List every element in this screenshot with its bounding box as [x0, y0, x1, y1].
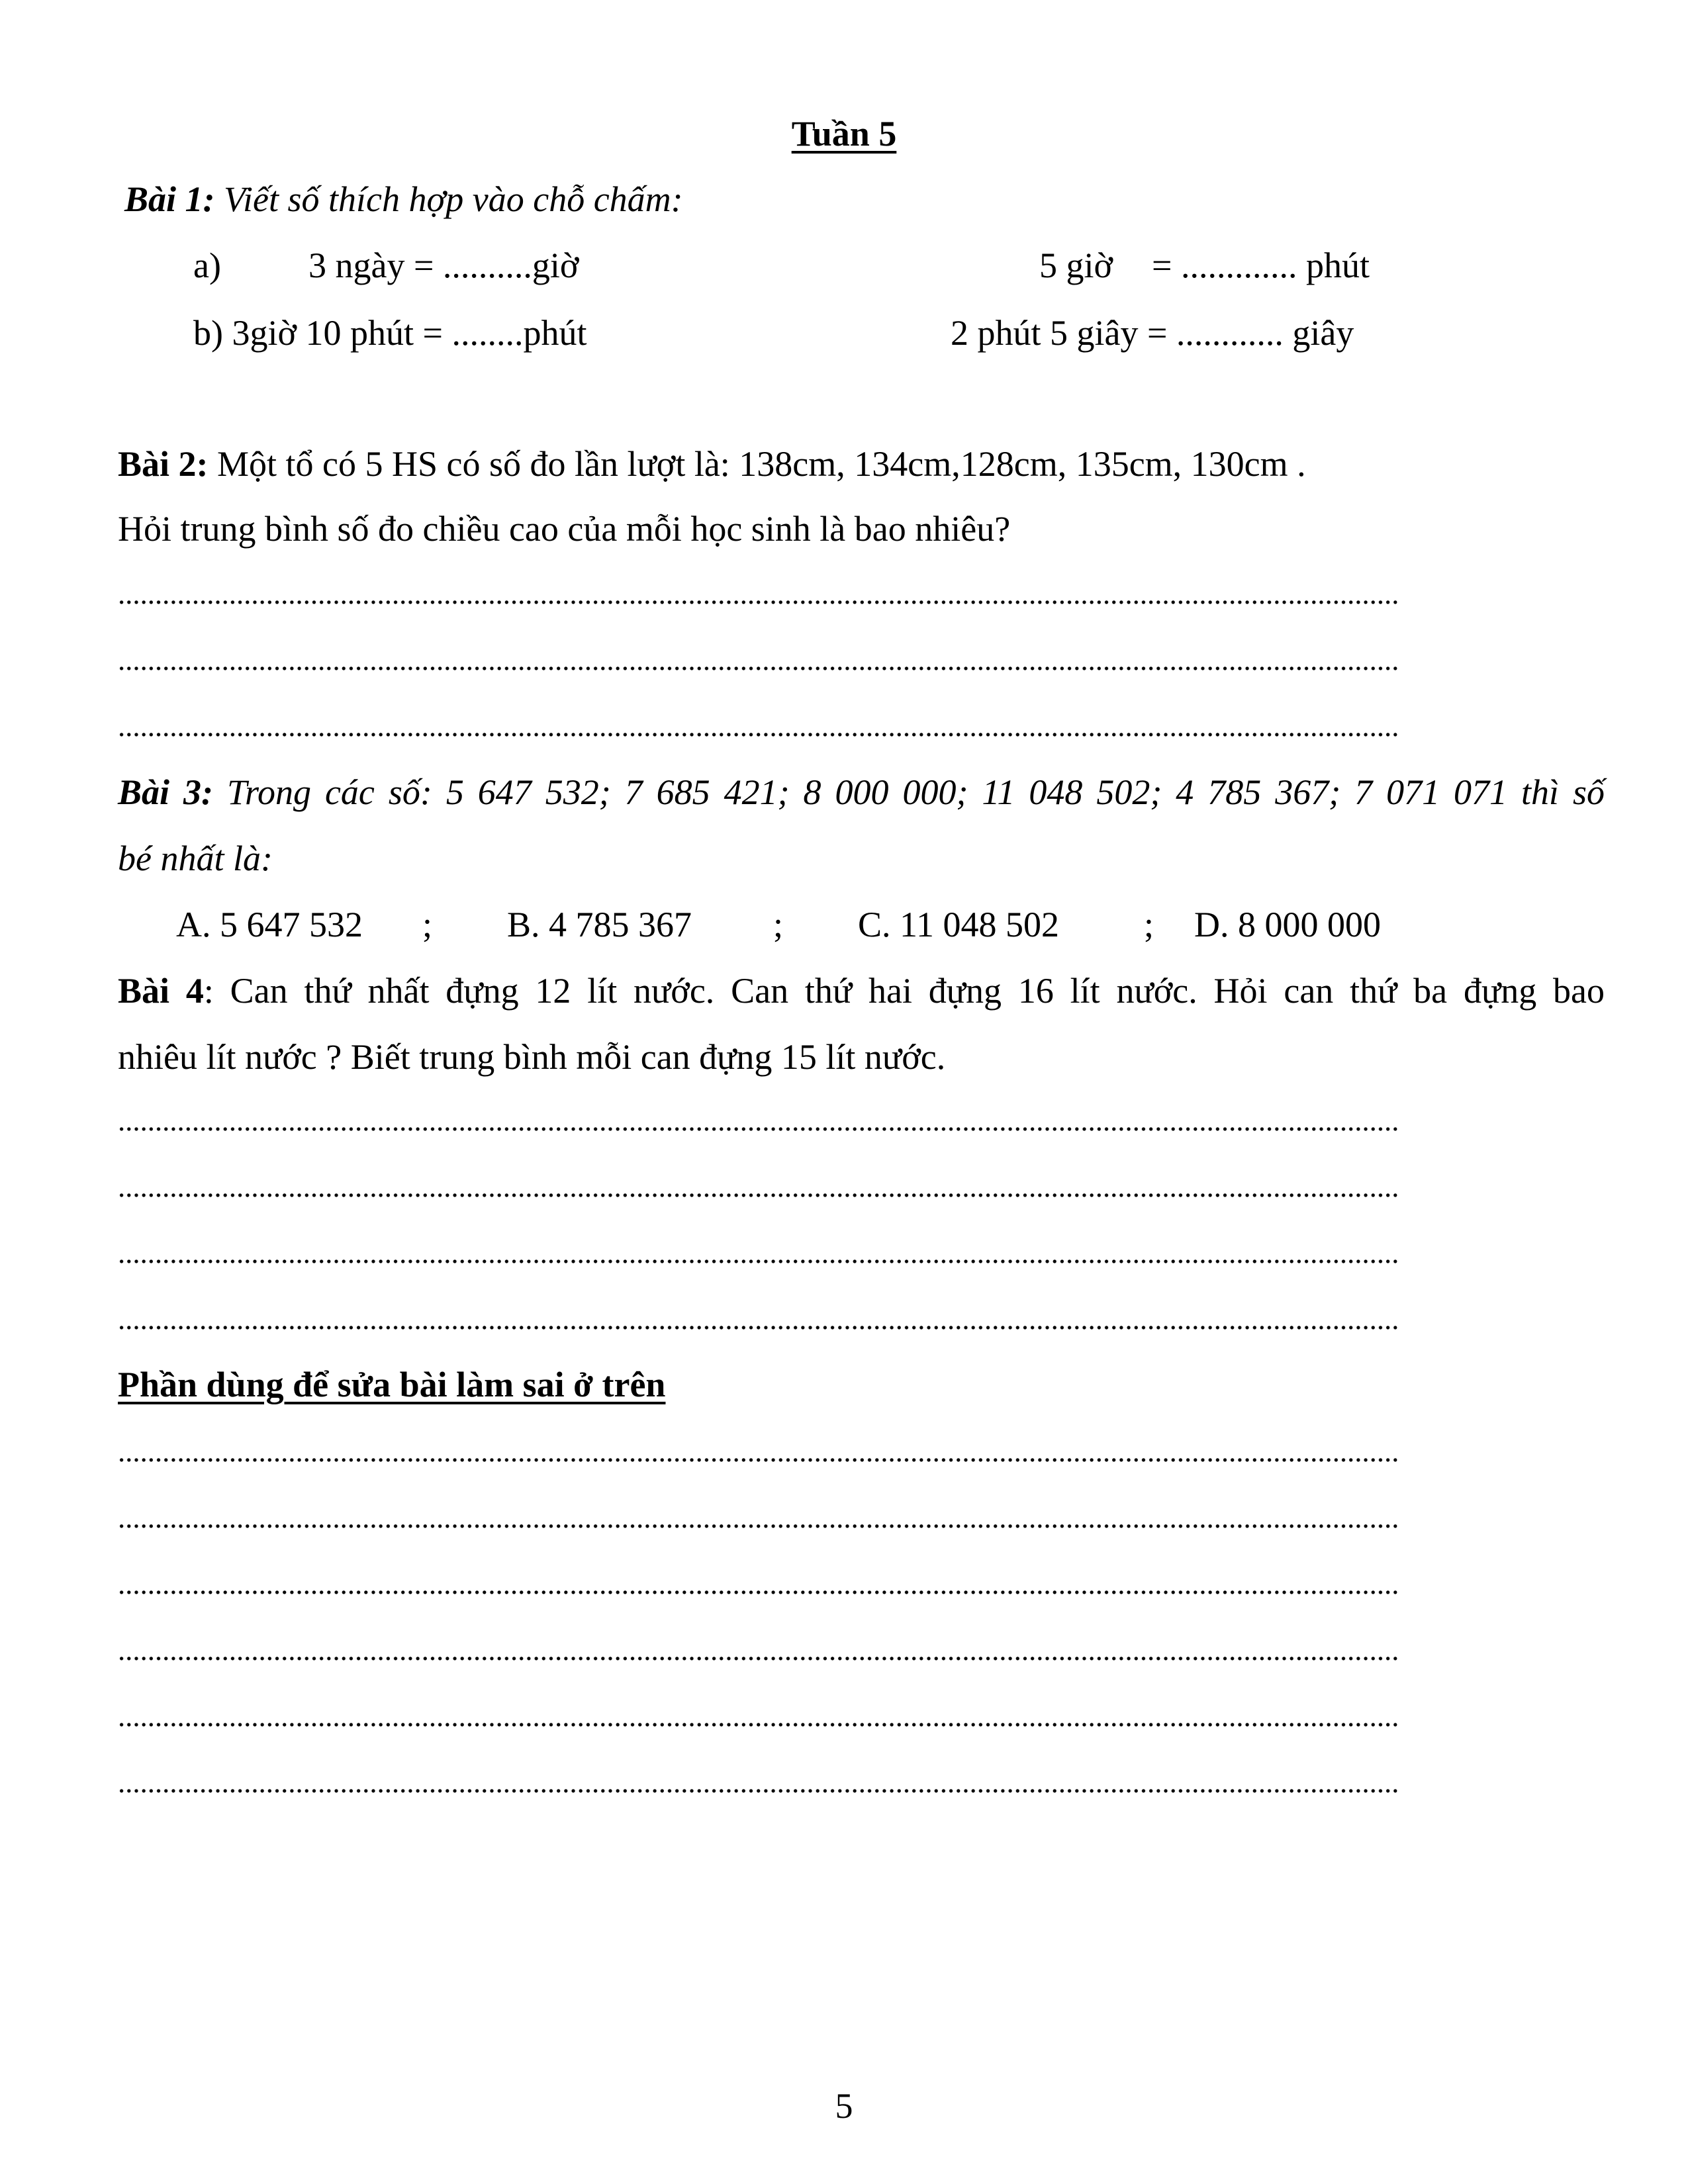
- answer-line[interactable]: [118, 598, 1399, 606]
- option-c[interactable]: C. 11 048 502: [858, 905, 1060, 944]
- exercise-2-text: Một tổ có 5 HS có số đo lần lượt là: 138cm, 134cm,128cm, 135cm, 130cm .: [217, 444, 1306, 484]
- correction-heading: Phần dùng để sửa bài làm sai ở trên: [118, 1365, 666, 1404]
- correction-line[interactable]: [118, 1655, 1399, 1662]
- exercise-3-label: Bài 3:: [118, 772, 213, 812]
- answer-line[interactable]: [118, 1125, 1399, 1133]
- answer-line[interactable]: [118, 1257, 1399, 1265]
- exercise-1a-right-answer: = ............. phút: [1152, 246, 1370, 285]
- option-d[interactable]: D. 8 000 000: [1194, 905, 1381, 944]
- correction-line[interactable]: [118, 1588, 1399, 1596]
- exercise-4-label: Bài 4: [118, 971, 204, 1011]
- exercise-1b-right: 2 phút 5 giây = ............ giây: [951, 313, 1354, 353]
- exercise-2-line-2: Hỏi trung bình số đo chiều cao của mỗi học sinh là bao nhiêu?: [118, 509, 1011, 549]
- correction-line[interactable]: [118, 1522, 1399, 1530]
- correction-line[interactable]: [118, 1721, 1399, 1729]
- exercise-1-prompt: Viết số thích hợp vào chỗ chấm:: [224, 179, 683, 219]
- exercise-4-text: : Can thứ nhất đựng 12 lít nước. Can thứ hai đựng 16 lít nước. Hỏi can thứ ba đựng bao: [203, 971, 1605, 1011]
- correction-line[interactable]: [118, 1787, 1399, 1795]
- correction-line[interactable]: [118, 1456, 1399, 1464]
- exercise-1a-right-quantity: 5 giờ: [1039, 246, 1113, 285]
- answer-line[interactable]: [118, 664, 1399, 672]
- option-separator: ;: [1144, 905, 1154, 944]
- option-separator: ;: [422, 905, 433, 944]
- option-a[interactable]: A. 5 647 532: [176, 905, 363, 944]
- answer-line[interactable]: [118, 731, 1399, 739]
- option-b[interactable]: B. 4 785 367: [507, 905, 692, 944]
- exercise-4-line-2: nhiêu lít nước ? Biết trung bình mỗi can đựng 15 lít nước.: [118, 1037, 946, 1077]
- exercise-2-label: Bài 2:: [118, 444, 209, 484]
- exercise-1a-left: 3 ngày = ..........giờ: [308, 246, 579, 285]
- exercise-3-line-2: bé nhất là:: [118, 839, 273, 878]
- exercise-1a-marker: a): [193, 246, 221, 285]
- answer-line[interactable]: [118, 1191, 1399, 1199]
- option-separator: ;: [773, 905, 784, 944]
- page-title: Tuần 5: [791, 114, 897, 154]
- exercise-1-heading: [124, 181, 683, 217]
- exercise-1-label: Bài 1:: [124, 179, 215, 219]
- exercise-3-line-1: [118, 774, 1605, 810]
- exercise-2-line-1: [118, 446, 1306, 482]
- exercise-1b-left: b) 3giờ 10 phút = ........phút: [193, 313, 587, 353]
- exercise-4-line-1: [118, 973, 1605, 1009]
- page-number: 5: [835, 2086, 853, 2126]
- exercise-3-text: Trong các số: 5 647 532; 7 685 421; 8 000 000; 11 048 502; 4 785 367; 7 071 071 thì số: [226, 772, 1605, 812]
- answer-line[interactable]: [118, 1324, 1399, 1332]
